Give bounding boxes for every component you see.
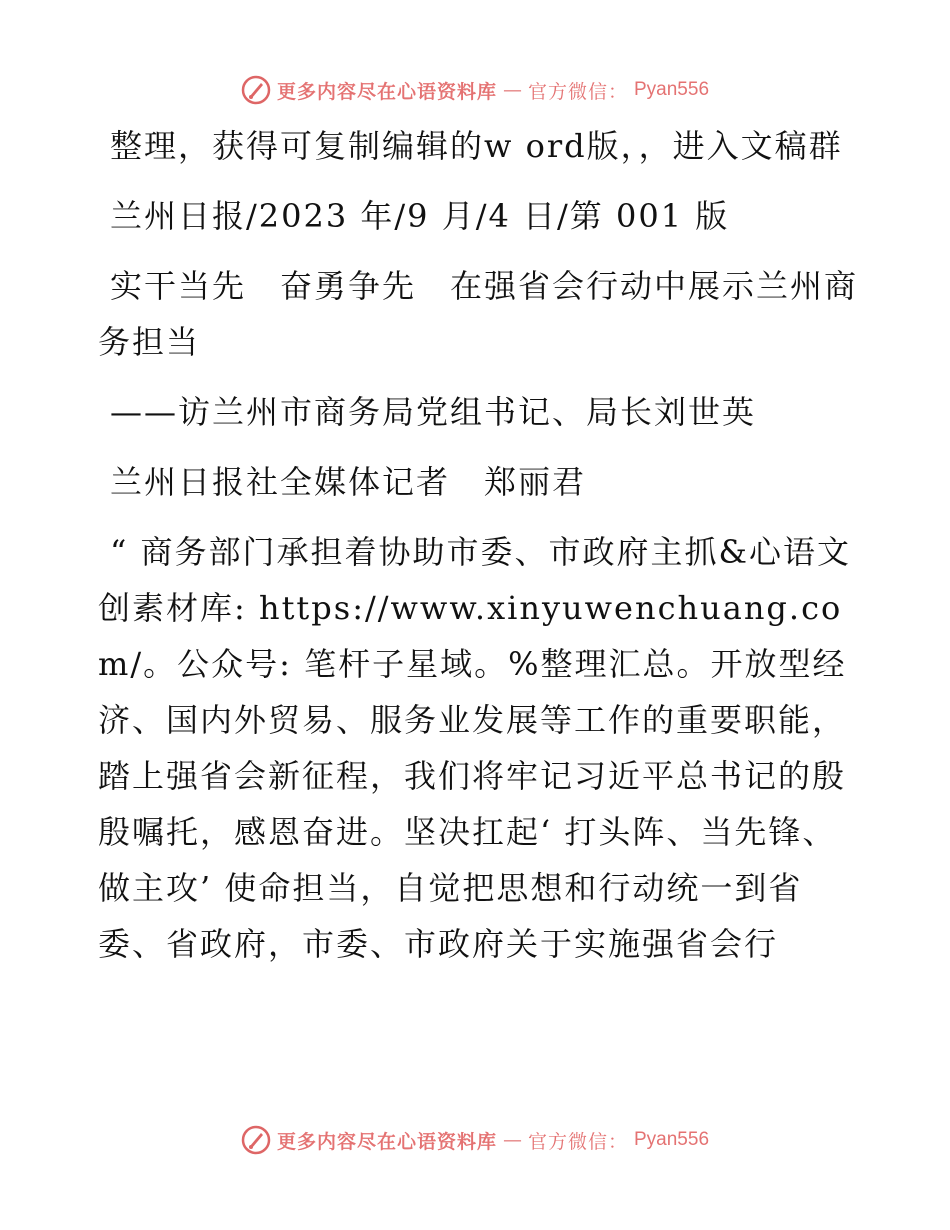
watermark-footer (0, 1120, 950, 1160)
article-byline: 兰州日报社全媒体记者 郑丽君 (110, 463, 587, 501)
watermark-dash: — (502, 79, 522, 101)
article-subtitle: ——访兰州市商务局党组书记、局长刘世英 (110, 393, 757, 431)
watermark-sub-text: 官方微信： (527, 1130, 628, 1153)
watermark-sub-text: 官方微信： (527, 80, 628, 103)
watermark-wechat-id: Pyan556 (634, 1129, 710, 1150)
watermark-dash: — (502, 1129, 522, 1151)
watermark-wechat-id: Pyan556 (634, 79, 710, 100)
watermark-main-text: 更多内容尽在心语资料库 (276, 80, 497, 103)
quill-logo-icon (241, 75, 271, 105)
watermark-header (0, 70, 950, 110)
document-body (98, 118, 858, 986)
article-body: “ 商务部门承担着协助市委、市政府主抓&心语文创素材库: https://www.xinyuwenchuang.com/。公众号: 笔杆子星域。%整理汇总。开放型经济、国内外贸易、服务业发展等工作的重要职能，踏上强省会新征程，我们将牢记习近平总书记的殷殷嘱托，感恩奋进。坚决扛起‘ 打头阵、当先锋、做主攻’ 使命担当，自觉把思想和行动统一到省委、省政府，市委、市政府关于实施强省会行 (98, 533, 852, 963)
paragraph-intro: 整理，获得可复制编辑的w ord版，，进入文稿群 (110, 127, 843, 165)
paragraph-source: 兰州日报/2023 年/9 月/4 日/第 001 版 (110, 197, 730, 235)
watermark-main-text: 更多内容尽在心语资料库 (276, 1130, 497, 1153)
quill-logo-icon (241, 1125, 271, 1155)
article-title: 实干当先 奋勇争先 在强省会行动中展示兰州商务担当 (98, 267, 859, 361)
